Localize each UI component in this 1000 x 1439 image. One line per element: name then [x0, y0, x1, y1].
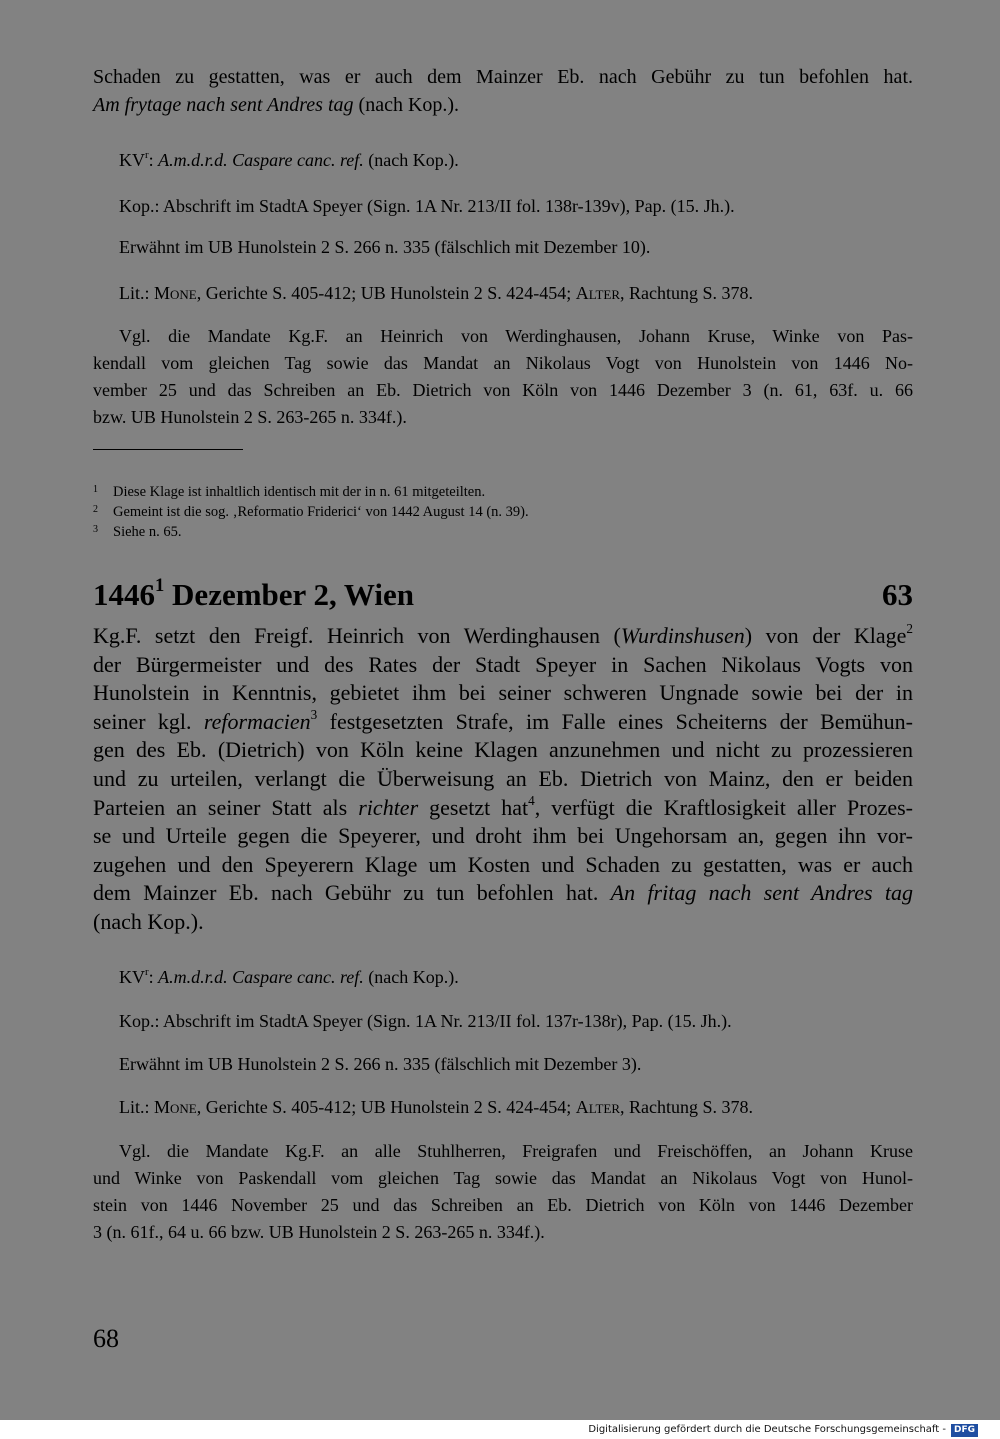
text-line: Kg.F. setzt den Freigf. Heinrich von Werdinghausen (Wurdinshusen) von der Klage$^2$ [93, 621, 913, 648]
text-line: stein von 1446 November 25 und das Schreiben an Eb. Dietrich von Köln von 1446 Dezember [93, 1195, 913, 1215]
text-line: 3 (n. 61f., 64 u. 66 bzw. UB Hunolstein 2 S. 263-265 n. 334f.). [93, 1222, 545, 1242]
entry-number: 63 [882, 577, 913, 612]
text-line: und zu urteilen, verlangt die Überweisung an Eb. Dietrich von Mainz, den er beiden [93, 765, 913, 791]
footnotes [93, 481, 913, 541]
text-line: der Bürgermeister und des Rates der Stadt Speyer in Sachen Nikolaus Vogts von [93, 651, 913, 677]
cross-reference-note [93, 1138, 913, 1246]
dfg-logo: DFG [951, 1424, 978, 1437]
text-line: gen des Eb. (Dietrich) von Köln keine Klagen anzunehmen und nicht zu prozessieren [93, 737, 913, 763]
mention-note: Erwähnt im UB Hunolstein 2 S. 266 n. 335 (fälschlich mit Dezember 3). [119, 1054, 642, 1074]
dating-clause: Am frytage nach sent Andres tag [93, 94, 354, 116]
footnote: 1 Diese Klage ist inhaltlich identisch mit der in n. 61 mitgeteilten. [93, 484, 486, 500]
text-line: bzw. UB Hunolstein 2 S. 263-265 n. 334f.). [93, 407, 407, 427]
entry-heading [93, 577, 913, 613]
funding-text: Digitalisierung gefördert durch die Deutsche Forschungsgemeinschaft - [588, 1424, 946, 1435]
regest-body [93, 622, 913, 937]
text-line: se und Urteile gegen die Speyerer, und droht ihm bei Ungehorsam an, gegen ihn vor- [93, 823, 913, 849]
previous-entry-continuation [93, 63, 913, 119]
entry-date: 1446$^1$ Dezember 2, Wien [93, 575, 414, 612]
text-line: zugehen und den Speyerern Klage um Kosten und Schaden zu gestatten, was er auch [93, 851, 913, 877]
text-line: Hunolstein in Kenntnis, gebietet ihm bei seiner schweren Ungnade sowie bei der in [93, 680, 913, 706]
footnote: 3 Siehe n. 65. [93, 524, 182, 540]
text-line: vember 25 und das Schreiben an Eb. Dietrich von Köln von 1446 Dezember 3 (n. 61, 63f. u. 66 [93, 380, 913, 400]
text-line: Vgl. die Mandate Kg.F. an alle Stuhlherren, Freigrafen und Freischöffen, an Johann Kruse [119, 1141, 913, 1161]
kv-note: $KV^r$: A.m.d.r.d. Caspare canc. ref. (nach Kop.). [119, 965, 459, 987]
text-line: Parteien an seiner Statt als richter gesetzt hat$^4$, verfügt die Kraftlosigkeit aller Prozes- [93, 792, 913, 820]
text-line: Vgl. die Mandate Kg.F. an Heinrich von Werdinghausen, Johann Kruse, Winke von Pas- [119, 326, 913, 346]
kv-note: $KV^r$: A.m.d.r.d. Caspare canc. ref. (nach Kop.). [119, 148, 459, 170]
text-line: Schaden zu gestatten, was er auch dem Mainzer Eb. nach Gebühr zu tun befohlen hat. [93, 66, 913, 88]
text-line: dem Mainzer Eb. nach Gebühr zu tun befohlen hat. An fritag nach sent Andres tag [93, 880, 914, 906]
text-line: Am frytage nach sent Andres tag (nach Kop.). [93, 94, 460, 116]
footnote-divider [93, 449, 243, 450]
mention-note: Erwähnt im UB Hunolstein 2 S. 266 n. 335 (fälschlich mit Dezember 10). [119, 237, 651, 257]
page-number: 68 [93, 1324, 119, 1353]
copy-note: Kop.: Abschrift im StadtA Speyer (Sign. 1A Nr. 213/II fol. 137r-138r), Pap. (15. Jh.). [119, 1011, 732, 1031]
footnote: 2 Gemeint ist die sog. ‚Reformatio Friderici‘ von 1442 August 14 (n. 39). [93, 504, 529, 520]
cross-reference-note [93, 323, 913, 431]
text-line: kendall vom gleichen Tag sowie das Mandat an Nikolaus Vogt von Hunolstein von 1446 No- [93, 353, 913, 373]
funding-footer [588, 1421, 978, 1439]
text-line: (nach Kop.). [93, 908, 204, 934]
literature-note: Lit.: Mone, Gerichte S. 405-412; UB Hunolstein 2 S. 424-454; Alter, Rachtung S. 378. [119, 1097, 754, 1117]
text-line: seiner kgl. reformacien$^3$ festgesetzten Strafe, im Falle eines Scheiterns der Bemühun- [93, 706, 913, 734]
text-line: und Winke von Paskendall vom gleichen Tag sowie das Mandat an Nikolaus Vogt von Hunol- [93, 1168, 913, 1188]
copy-note: Kop.: Abschrift im StadtA Speyer (Sign. 1A Nr. 213/II fol. 138r-139v), Pap. (15. Jh.). [119, 196, 735, 216]
literature-note: Lit.: Mone, Gerichte S. 405-412; UB Hunolstein 2 S. 424-454; Alter, Rachtung S. 378. [119, 283, 754, 303]
